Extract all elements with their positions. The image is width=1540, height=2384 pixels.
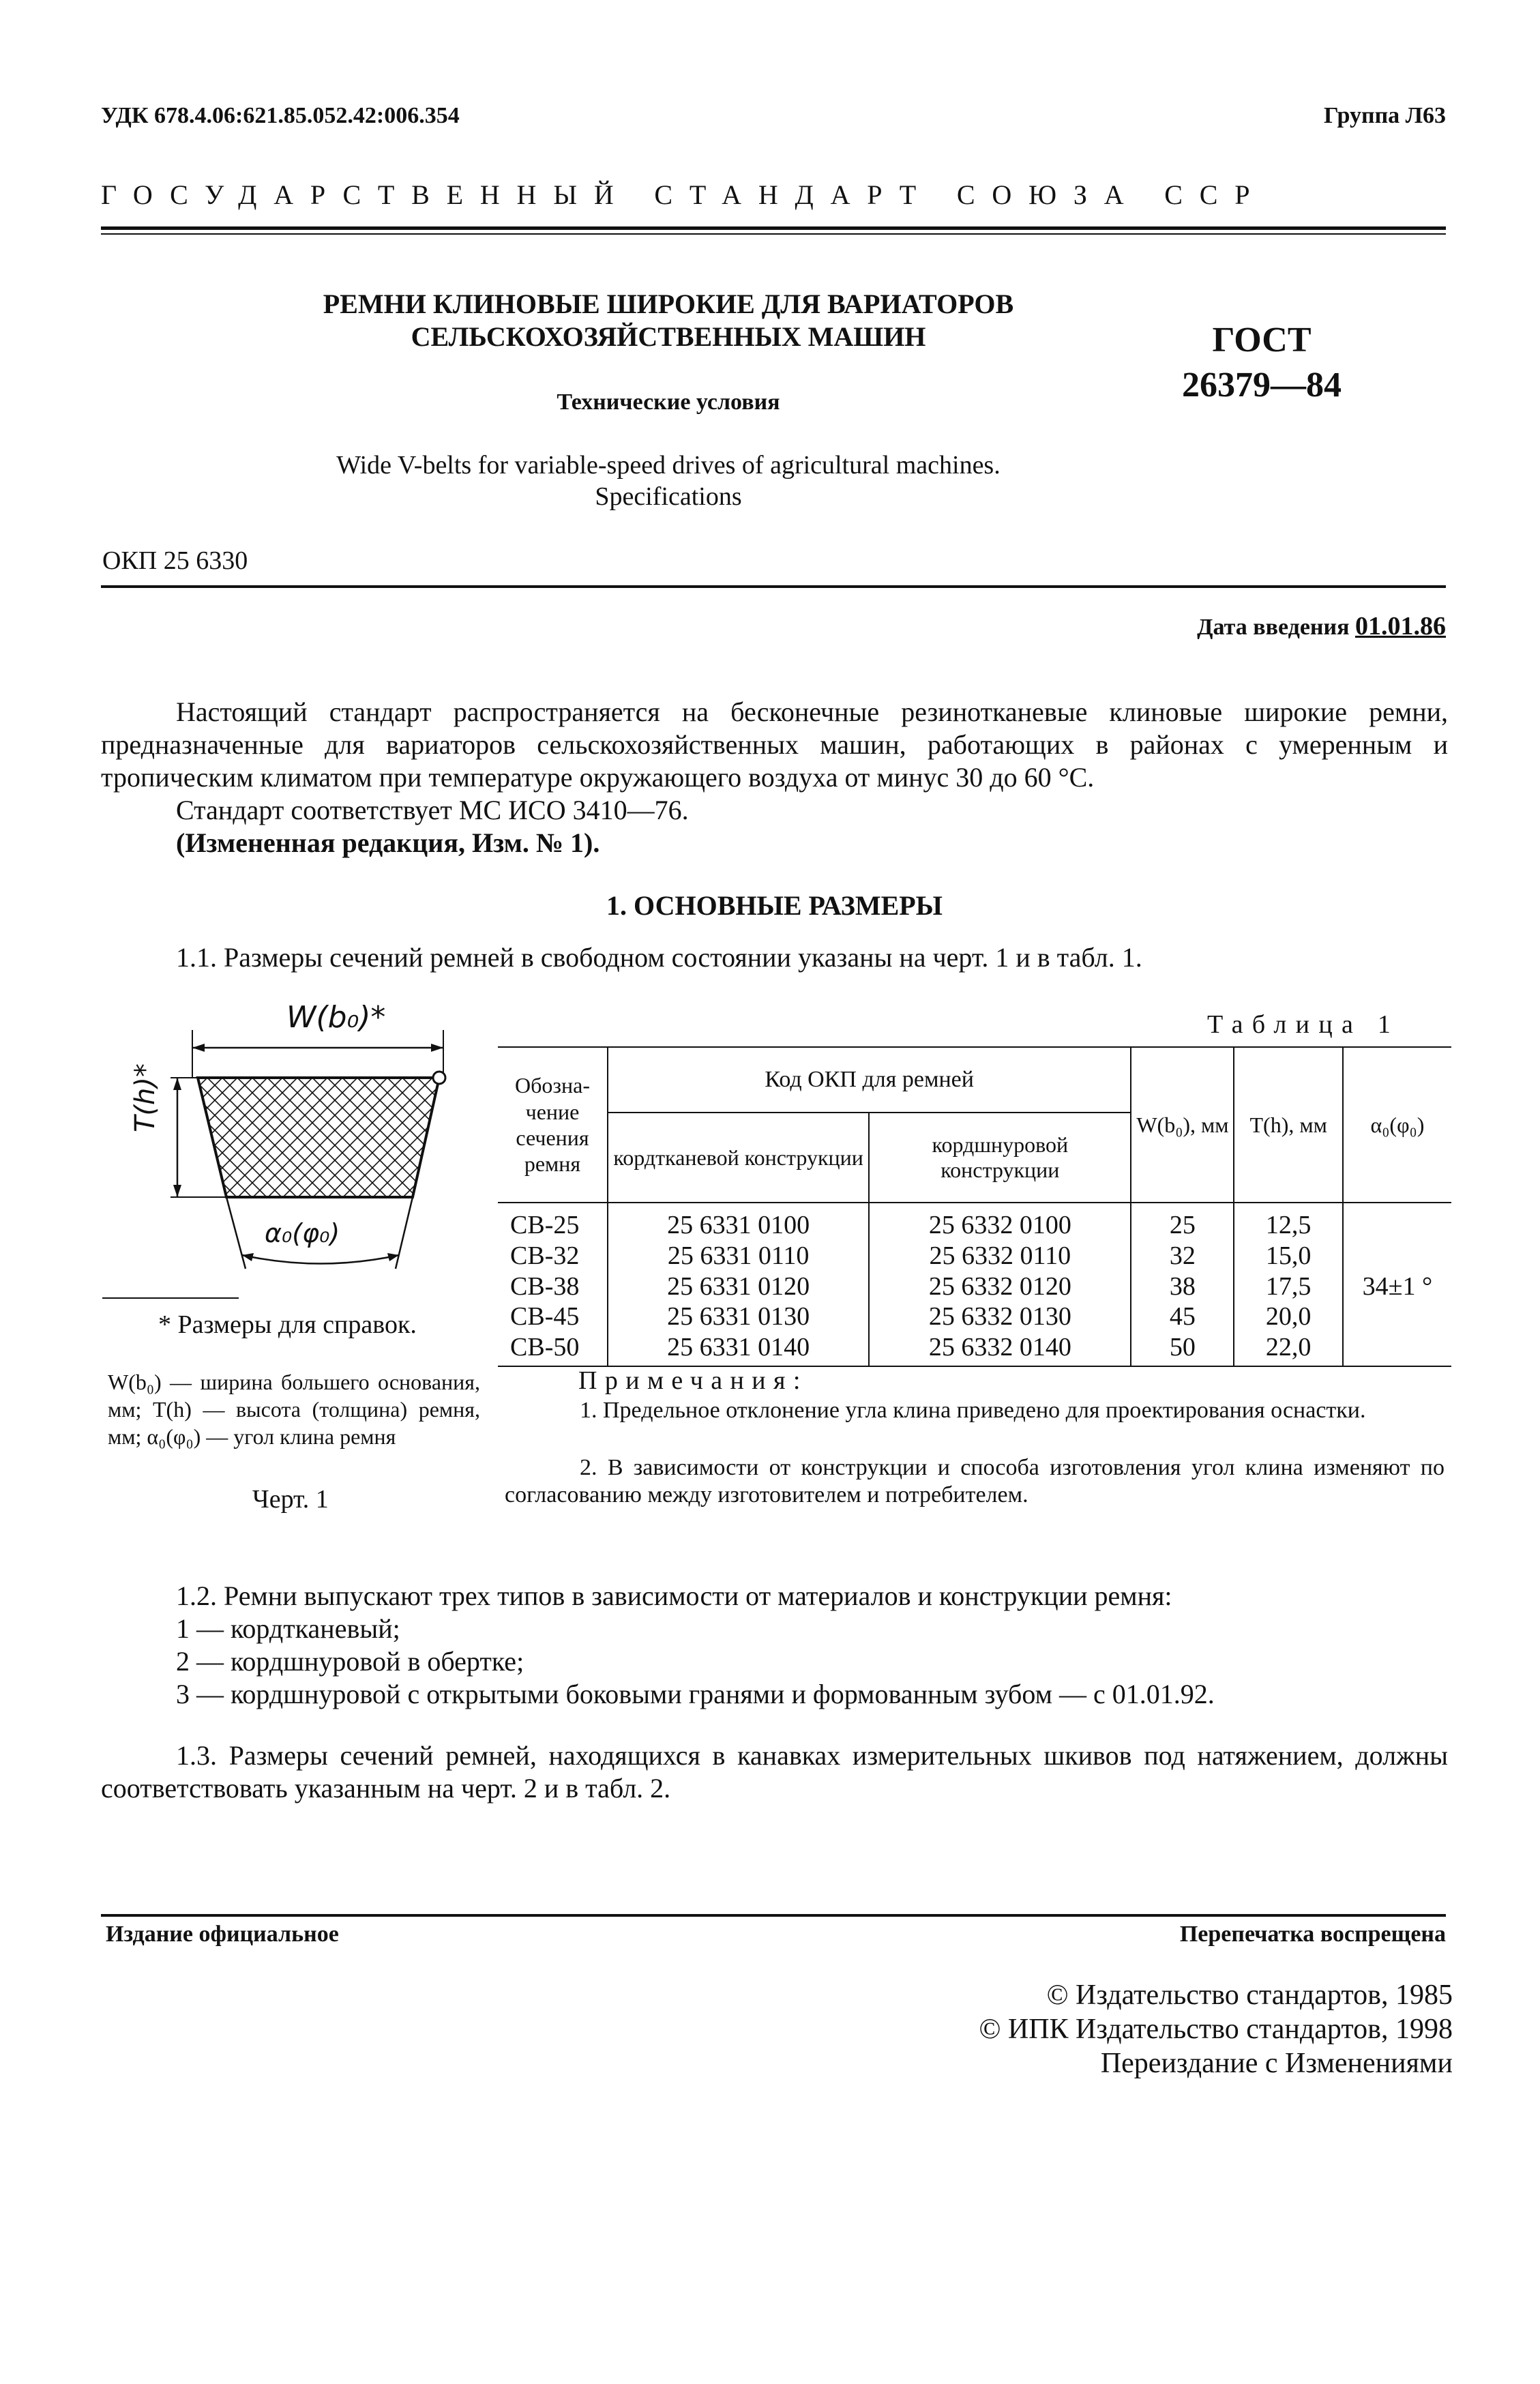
- column-okp-fabric: 25 6331 0100 25 6331 0110 25 6331 0120 25 6331 0130 25 6331 0140: [608, 1203, 869, 1366]
- belt-cross-section: [198, 1078, 439, 1197]
- reissue-note: Переиздание с Изменениями: [1100, 2048, 1453, 2079]
- column-height-values: 12,5 15,0 17,5 20,0 22,0: [1234, 1203, 1342, 1366]
- table-caption: Таблица 1: [1207, 1010, 1400, 1039]
- title-rule: [101, 585, 1446, 588]
- header-rule-thin: [101, 233, 1446, 235]
- copyright-1998: © ИПК Издательство стандартов, 1998: [979, 2014, 1453, 2045]
- belt-type-3: 3 — кордшнуровой с открытыми боковыми гранями и формованным зубом — с 01.01.92.: [176, 1679, 1215, 1709]
- subtitle: Технические условия: [557, 389, 780, 415]
- header-rule-thick: [101, 226, 1446, 230]
- header-height: T(h), мм: [1234, 1047, 1342, 1203]
- header-section: Обозна-чение сечения ремня: [498, 1047, 608, 1203]
- gost-number: 26379—84: [1182, 366, 1342, 404]
- table-1: [498, 1046, 1451, 1367]
- state-standard-line: ГОСУДАРСТВЕННЫЙ СТАНДАРТ СОЮЗА ССР: [101, 179, 1267, 210]
- intro-date-value: 01.01.86: [1355, 612, 1446, 641]
- header-cord-string: кордшнуровой конструкции: [869, 1113, 1131, 1203]
- official-edition: Издание официальное: [106, 1922, 339, 1947]
- footnote: * Размеры для справок.: [158, 1310, 417, 1339]
- paragraph-1-3: 1.3. Размеры сечений ремней, находящихся в канавках измерительных шкивов под натяжением, должны соответствовать указанным на черт. 2 и в табл. 2.: [101, 1740, 1448, 1804]
- angle-label: α₀(φ₀): [265, 1218, 340, 1248]
- group-code: Группа Л63: [1324, 103, 1446, 128]
- title-line-1: РЕМНИ КЛИНОВЫЕ ШИРОКИЕ ДЛЯ ВАРИАТОРОВ: [323, 289, 1014, 319]
- header-angle: α₀(φ₀): [1343, 1047, 1451, 1203]
- notes-title: Примечания:: [578, 1366, 808, 1395]
- note-2: 2. В зависимости от конструкции и способа изготовления угол клина изменяют по согласованию между изготовителем и потребителем.: [505, 1455, 1445, 1507]
- iso-conformity: Стандарт соответствует МС ИСО 3410—76.: [176, 795, 689, 825]
- belt-type-1: 1 — кордтканевый;: [176, 1613, 400, 1644]
- amendment-note: (Измененная редакция, Изм. № 1).: [176, 827, 600, 858]
- english-title-1: Wide V-belts for variable-speed drives of agricultural machines.: [336, 451, 1001, 480]
- okp-code: ОКП 25 6330: [102, 546, 248, 575]
- drawing-legend: W(b₀) — ширина большего основания, мм; T(h) — высота (толщина) ремня, мм; α₀(φ₀) — угол клина ремня: [108, 1370, 480, 1449]
- header-width: W(b₀), мм: [1131, 1047, 1234, 1203]
- column-section-codes: СВ-25 СВ-32 СВ-38 СВ-45 СВ-50: [498, 1203, 608, 1366]
- header-okp-code: Код ОКП для ремней: [608, 1047, 1131, 1113]
- footnote-rule: [102, 1297, 239, 1299]
- intro-date: [1023, 611, 1446, 643]
- intro-paragraph: Настоящий стандарт распространяется на бесконечные резинотканевые клиновые широкие ремни, предназначенные для вариаторов сельскохозяйственных машин, работающих в районах с умеренным и тропическим климатом при температуре окружающего воздуха от минус 30 до 60 °С.: [101, 696, 1448, 793]
- intro-date-label: Дата введения: [1197, 615, 1350, 640]
- column-width-values: 25 32 38 45 50: [1131, 1203, 1234, 1366]
- reprint-prohibited: Перепечатка воспрещена: [1179, 1922, 1446, 1947]
- width-label: W(b₀)*: [286, 1000, 386, 1035]
- angle-value: 34±1 °: [1343, 1203, 1451, 1366]
- udk-code: УДК 678.4.06:621.85.052.42:006.354: [101, 103, 460, 128]
- note-1: 1. Предельное отклонение угла клина приведено для проектирования оснастки.: [580, 1398, 1366, 1423]
- title-line-2: СЕЛЬСКОХОЗЯЙСТВЕННЫХ МАШИН: [411, 321, 926, 352]
- gost-label: ГОСТ: [1212, 321, 1312, 359]
- height-label: T(h)*: [130, 1063, 161, 1132]
- paragraph-1-1: 1.1. Размеры сечений ремней в свободном состоянии указаны на черт. 1 и в табл. 1.: [176, 942, 1142, 973]
- section-heading: 1. ОСНОВНЫЕ РАЗМЕРЫ: [606, 890, 943, 921]
- paragraph-1-2: 1.2. Ремни выпускают трех типов в зависимости от материалов и конструкции ремня:: [176, 1580, 1172, 1611]
- belt-type-2: 2 — кордшнуровой в обертке;: [176, 1646, 524, 1677]
- column-okp-string: 25 6332 0100 25 6332 0110 25 6332 0120 25 6332 0130 25 6332 0140: [869, 1203, 1131, 1366]
- footer-rule: [101, 1914, 1446, 1917]
- english-title-2: Specifications: [595, 482, 742, 511]
- drawing-caption: Черт. 1: [252, 1485, 329, 1514]
- header-cord-fabric: кордтканевой конструкции: [608, 1113, 869, 1203]
- copyright-1985: © Издательство стандартов, 1985: [1046, 1980, 1453, 2011]
